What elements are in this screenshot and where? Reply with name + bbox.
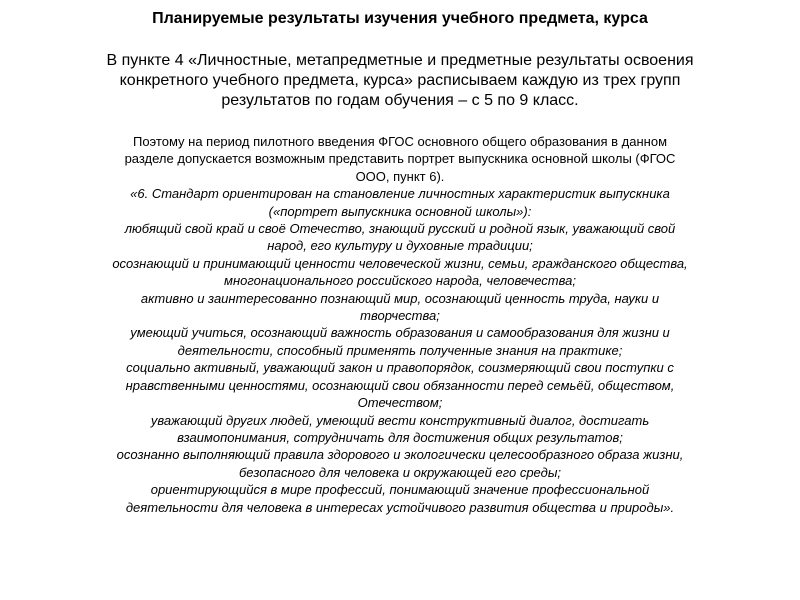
- quote-line: осознанно выполняющий правила здорового и экологически целесообразного образа жизни,: [116, 447, 684, 463]
- quote-line: осознающий и принимающий ценности человеческой жизни, семьи, гражданского общества,: [112, 255, 688, 271]
- body-block: [0, 133, 800, 516]
- quote-line: умеющий учиться, осознающий важность образования и самообразования для жизни и: [130, 325, 670, 341]
- quote-line: творчества;: [360, 308, 440, 324]
- quote-line: взаимопонимания, сотрудничать для достижения общих результатов;: [177, 429, 623, 445]
- quote-line: деятельности для человека в интересах устойчивого развития общества и природы».: [125, 499, 675, 515]
- intro-line: В пункте 4 «Личностные, метапредметные и предметные результаты освоения: [106, 52, 694, 69]
- intro-paragraph: [0, 51, 800, 111]
- quote-line: уважающий других людей, умеющий вести конструктивный диалог, достигать: [150, 412, 650, 428]
- quote-line: «6. Стандарт ориентирован на становление личностных характеристик выпускника: [130, 186, 670, 202]
- quote-line: социально активный, уважающий закон и правопорядок, соизмеряющий свои поступки с: [126, 360, 674, 376]
- quote-line: Отечеством;: [357, 395, 443, 411]
- quote-line: народ, его культуру и духовные традиции;: [267, 238, 533, 254]
- quote-line: многонационального российского народа, человечества;: [224, 273, 576, 289]
- quote-line: нравственными ценностями, осознающий свои обязанности перед семьёй, обществом,: [125, 377, 675, 393]
- paragraph-line: Поэтому на период пилотного введения ФГОС основного общего образования в данном: [132, 134, 668, 149]
- quote-line: ориентирующийся в мире профессий, понимающий значение профессиональной: [150, 482, 650, 498]
- quote-line: любящий свой край и своё Отечество, знающий русский и родной язык, уважающий свой: [124, 221, 676, 237]
- intro-line: результатов по годам обучения – с 5 по 9 класс.: [221, 92, 579, 109]
- paragraph-line: ООО, пункт 6).: [355, 168, 445, 184]
- quote-line: («портрет выпускника основной школы»):: [268, 203, 532, 219]
- page-title: Планируемые результаты изучения учебного предмета, курса: [152, 10, 648, 27]
- quote-line: безопасного для человека и окружающей его среды;: [238, 464, 562, 480]
- intro-line: конкретного учебного предмета, курса» расписываем каждую из трех групп: [119, 72, 681, 89]
- paragraph-line: разделе допускается возможным представить портрет выпускника основной школы (ФГОС: [124, 151, 676, 167]
- quote-line: активно и заинтересованно познающий мир, осознающий ценность труда, науки и: [140, 290, 660, 306]
- quote-line: деятельности, способный применять полученные знания на практике;: [177, 342, 623, 358]
